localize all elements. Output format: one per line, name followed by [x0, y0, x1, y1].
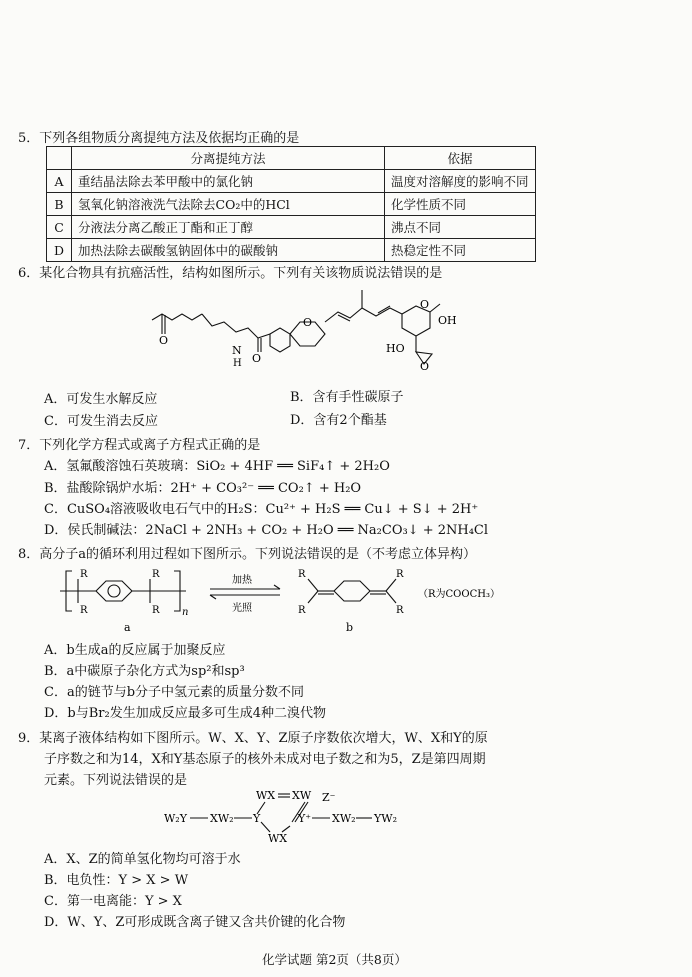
method-cell: 重结晶法除去苯甲酸中的氯化钠 — [72, 170, 385, 193]
q9-stem-line-2: 子序数之和为14，X和Y基态原子的核外未成对电子数之和为5，Z是第四周期 — [44, 752, 486, 767]
table-header: 依据 — [385, 147, 536, 170]
q9-option-c: C．第一电离能：Y > X — [44, 894, 182, 909]
r-definition-note: （R为COOCH₃） — [418, 589, 500, 600]
r-label: R — [396, 605, 404, 616]
xw2-label: XW₂ — [332, 812, 356, 825]
q9-structure-diagram — [160, 786, 420, 844]
y-label: Y — [253, 812, 261, 825]
q6-option-c: C．可发生消去反应 — [44, 414, 158, 429]
q6-option-b: B．含有手性碳原子 — [290, 390, 404, 405]
label-a: a — [124, 621, 131, 634]
nitrogen-label: N — [232, 344, 242, 357]
hydroxyl-label: HO — [386, 342, 405, 355]
q9-option-a: A．X、Z的简单氢化物均可溶于水 — [44, 852, 241, 867]
y-cation-label: Y⁺ — [298, 812, 312, 825]
r-label: R — [396, 569, 404, 580]
backward-condition: 光照 — [232, 603, 252, 614]
q6-stem: 6．某化合物具有抗癌活性，结构如图所示。下列有关该物质说法错误的是 — [18, 266, 443, 281]
r-label: R — [80, 605, 88, 616]
basis-cell: 沸点不同 — [385, 216, 536, 239]
row-label: D — [47, 239, 72, 262]
row-label: B — [47, 193, 72, 216]
q8-option-d: D．b与Br₂发生加成反应最多可生成4种二溴代物 — [44, 706, 326, 721]
hydrogen-label: H — [233, 358, 242, 369]
q7-option-a: A．氢氟酸溶蚀石英玻璃：SiO₂ + 4HF ══ SiF₄↑ + 2H₂O — [44, 459, 390, 474]
q9-stem-line-1: 9．某离子液体结构如下图所示。W、X、Y、Z原子序数依次增大，W、X和Y的原 — [18, 731, 488, 746]
basis-cell: 化学性质不同 — [385, 193, 536, 216]
forward-condition: 加热 — [232, 575, 252, 586]
q7-option-d: D．侯氏制碱法：2NaCl + 2NH₃ + CO₂ + H₂O ══ Na₂CO₃↓ + 2NH₄Cl — [44, 523, 489, 538]
page-footer: 化学试题 第2页（共8页） — [262, 952, 407, 967]
q6-option-a: A．可发生水解反应 — [44, 392, 158, 407]
row-label: A — [47, 170, 72, 193]
q5-stem: 5．下列各组物质分离提纯方法及依据均正确的是 — [18, 131, 300, 146]
q8-reaction-scheme — [50, 565, 520, 635]
oxygen-label: O — [252, 352, 262, 365]
xw-label: XW — [292, 789, 312, 802]
yw2-label: YW₂ — [374, 812, 397, 825]
table-row — [47, 170, 536, 193]
q8-option-a: A．b生成a的反应属于加聚反应 — [44, 643, 226, 658]
z-anion-label: Z⁻ — [322, 791, 336, 804]
basis-cell: 热稳定性不同 — [385, 239, 536, 262]
table-header: 分离提纯方法 — [72, 147, 385, 170]
basis-cell: 温度对溶解度的影响不同 — [385, 170, 536, 193]
r-label: R — [298, 605, 306, 616]
w2y-label: W₂Y — [164, 812, 187, 825]
method-cell: 分液法分离乙酸正丁酯和正丁醇 — [72, 216, 385, 239]
q8-stem: 8．高分子a的循环利用过程如下图所示。下列说法错误的是（不考虑立体异构） — [18, 547, 477, 562]
oxygen-label: O — [420, 298, 430, 311]
q6-option-d: D．含有2个酯基 — [290, 413, 387, 428]
r-label: R — [152, 605, 160, 616]
n-label: n — [182, 607, 189, 618]
q9-stem-line-3: 元素。下列说法错误的是 — [44, 773, 188, 788]
q7-stem: 7．下列化学方程式或离子方程式正确的是 — [18, 438, 261, 453]
r-label: R — [298, 569, 306, 580]
oxygen-label: O — [303, 316, 313, 329]
row-label: C — [47, 216, 72, 239]
table-header — [47, 147, 72, 170]
q7-option-c: C．CuSO₄溶液吸收电石气中的H₂S：Cu²⁺ + H₂S ══ Cu↓ + S↓ + 2H⁺ — [44, 502, 479, 517]
hydroxyl-label: OH — [438, 314, 457, 327]
oxygen-label: O — [420, 360, 430, 372]
q9-option-b: B．电负性：Y > X > W — [44, 873, 189, 888]
label-b: b — [346, 621, 354, 634]
q8-option-b: B．a中碳原子杂化方式为sp²和sp³ — [44, 664, 245, 679]
table-row — [47, 193, 536, 216]
wx-label: WX — [268, 832, 288, 844]
method-cell: 氢氧化钠溶液洗气法除去CO₂中的HCl — [72, 193, 385, 216]
table-header-row — [47, 147, 536, 170]
r-label: R — [152, 569, 160, 580]
q6-structure-diagram — [140, 282, 460, 372]
r-label: R — [80, 569, 88, 580]
table-row — [47, 239, 536, 262]
q7-option-b: B．盐酸除锅炉水垢：2H⁺ + CO₃²⁻ ══ CO₂↑ + H₂O — [44, 481, 362, 496]
q9-option-d: D．W、Y、Z可形成既含离子键又含共价键的化合物 — [44, 915, 346, 930]
wx-label: WX — [256, 789, 276, 802]
q5-table — [46, 146, 536, 262]
oxygen-label: O — [159, 334, 169, 347]
table-row — [47, 216, 536, 239]
xw2-label: XW₂ — [210, 812, 234, 825]
q8-option-c: C．a的链节与b分子中氢元素的质量分数不同 — [44, 685, 305, 700]
method-cell: 加热法除去碳酸氢钠固体中的碳酸钠 — [72, 239, 385, 262]
